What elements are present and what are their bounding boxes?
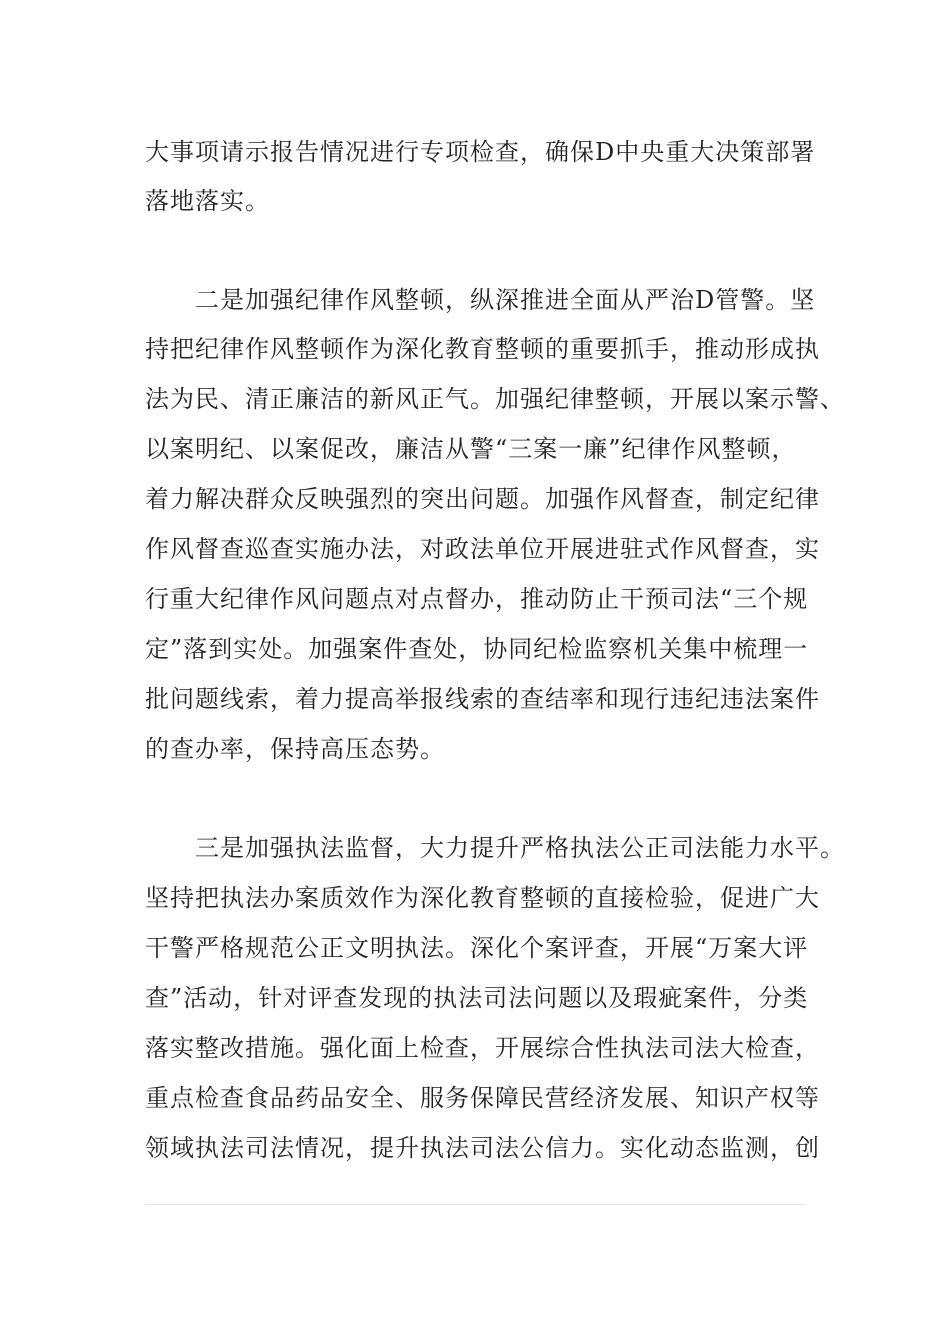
text-line: 落地落实。	[145, 187, 270, 215]
text-line: 法为民、清正廉洁的新风正气。加强纪律整顿，开展以案示警、	[145, 385, 845, 413]
text-line: 二是加强纪律作风整顿，纵深推进全面从严治D管警。坚	[195, 286, 816, 314]
text-line: 着力解决群众反映强烈的突出问题。加强作风督查，制定纪律	[145, 485, 820, 513]
text-line: 以案明纪、以案促改，廉洁从警“三案一廉”纪律作风整顿，	[145, 435, 797, 463]
text-line: 查”活动，针对评查发现的执法司法问题以及瑕疵案件，分类	[145, 984, 809, 1012]
text-line: 作风督查巡查实施办法，对政法单位开展进驻式作风督查，实	[145, 535, 820, 563]
text-line: 重点检查食品药品安全、服务保障民营经济发展、知识产权等	[145, 1084, 820, 1112]
text-line: 的查办率，保持高压态势。	[145, 735, 445, 763]
text-line: 批问题线索，着力提高举报线索的查结率和现行违纪违法案件	[145, 685, 820, 713]
text-line: 行重大纪律作风问题点对点督办，推动防止干预司法“三个规	[145, 585, 809, 613]
text-line: 大事项请示报告情况进行专项检查，确保D中央重大决策部署	[145, 138, 816, 166]
text-line: 定”落到实处。加强案件查处，协同纪检监察机关集中梳理一	[145, 635, 809, 663]
text-line: 持把纪律作风整顿作为深化教育整顿的重要抓手，推动形成执	[145, 335, 820, 363]
footer-divider	[145, 1204, 805, 1205]
text-line: 坚持把执法办案质效作为深化教育整顿的直接检验，促进广大	[145, 884, 820, 912]
text-line: 干警严格规范公正文明执法。深化个案评查，开展“万案大评	[145, 934, 809, 962]
text-line: 领域执法司法情况，提升执法司法公信力。实化动态监测，创	[145, 1134, 820, 1162]
text-line: 落实整改措施。强化面上检查，开展综合性执法司法大检查，	[145, 1034, 820, 1062]
text-line: 三是加强执法监督，大力提升严格执法公正司法能力水平。	[195, 834, 845, 862]
